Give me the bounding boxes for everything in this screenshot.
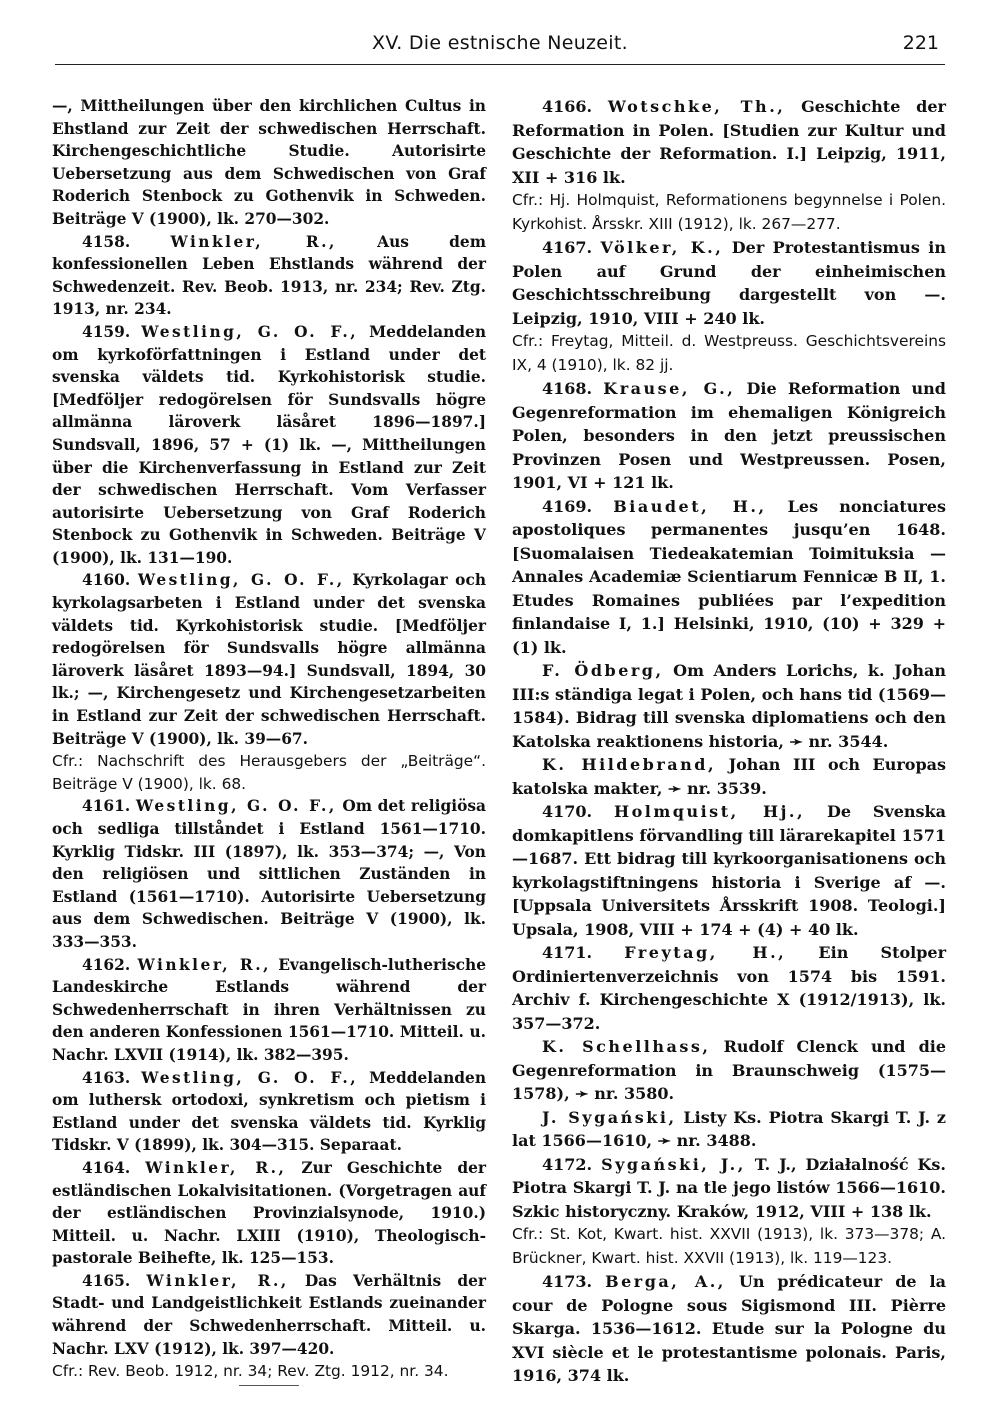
entry-author: Wotschke, Th.,	[607, 97, 786, 116]
entry-text: Evangelisch-lutherische Landeskirche Estlands während der Schwedenherrschaft in ihren Verhältnissen zu den anderen Konfessionen 1561—1710. Mitteil. u. Nachr. LXVII (1914), lk. 382—395.	[52, 955, 486, 1064]
entry-author: Westling, G. O. F.,	[141, 1068, 359, 1087]
entry-author: Krause, G.,	[603, 379, 736, 398]
cross-reference: Cfr.: St. Kot, Kwart. hist. XXVII (1913), lk. 373—378; A. Brückner, Kwart. hist. XXVII (1913), lk. 119—123.	[512, 1225, 946, 1267]
entry-author: Sygański, J.,	[601, 1154, 746, 1174]
entry-author: K. Hildebrand,	[542, 755, 717, 774]
bibliography-entry	[512, 1153, 946, 1224]
bibliography-entry	[52, 569, 486, 750]
entry-text: Zur Geschichte der estländischen Lokalvisitationen. (Vorgetragen auf der estländischen Provinzialsynode, 1910.) Mitteil. u. Nachr. LXIII (1910), Theologisch-pastorale Beihefte, lk. 125—153.	[52, 1158, 486, 1268]
entry-number: 4166.	[542, 97, 593, 116]
bibliography-entry	[512, 1035, 946, 1106]
entry-number: 4168.	[542, 379, 593, 398]
entry-author: Winkler, R.,	[145, 1158, 287, 1177]
bibliography-entry: —, Mittheilungen über den kirchlichen Cultus in Ehstland zur Zeit der schwedischen Herrschaft. Kirchengeschichtliche Studie. Autorisirte Uebersetzung aus dem Schwedischen von Graf Roderich Stenbock zu Gothenvik in Schweden. Beiträge V (1900), lk. 270—302.	[52, 97, 486, 228]
entry-text: Meddelanden om luthersk ortodoxi, synkretism och pietism i Estland under det svenska väldets tid. Kyrklig Tidskr. V (1899), lk. 304—315. Separaat.	[52, 1068, 487, 1155]
entry-text: Kyrkolagar och kyrkolagsarbeten i Estland under det svenska väldets tid. Kyrkohistorisk studie. [Medföljer redogörelsen för Sundsvalls högre allmänna läroverk läsåret 1893—94.] Sundsvall, 1894, 30 lk.; —, Kirchengesetz und Kirchengesetzarbeiten in Estland zur Zeit der schwedischen Herrschaft. Beiträge V (1900), lk. 39—67.	[52, 571, 487, 748]
entry-number: 4167.	[542, 238, 593, 257]
entry-number: 4169.	[542, 496, 593, 516]
entry-author: Biaudet, H.,	[613, 496, 767, 516]
bibliography-entry	[52, 954, 486, 1067]
entry-author: Freytag, H.,	[624, 943, 787, 962]
entry-number: 4163.	[82, 1068, 131, 1087]
entry-number: 4164.	[82, 1158, 131, 1177]
entry-text: Die Reformation und Gegenreformation im ehemaligen Königreich Polen, besonders in den jetzt preussischen Provinzen Posen und Westpreussen. Posen, 1901, VI + 121 lk.	[512, 379, 946, 492]
entry-number: 4159.	[82, 322, 131, 341]
entry-text: De Svenska domkapitlens förvandling till lärarekapitel 1571—1687. Ett bidrag till kyrkoorganisationens och kyrkolagstiftningens historia i Sverige af —. [Uppsala Universitets Årsskrift 1908. Teologi.] Upsala, 1908, VIII + 174 + (4) + 40 lk.	[512, 802, 947, 939]
bibliography-entry	[52, 1157, 486, 1270]
entry-author: J. Sygański,	[542, 1107, 677, 1127]
entry-text: Rudolf Clenck und die Gegenreformation in Braunschweig (1575—1578), ➛ nr. 3580.	[512, 1037, 947, 1103]
entry-author: Völker, K.,	[600, 238, 724, 257]
bibliography-entry	[512, 659, 946, 753]
entry-text: Aus dem konfessionellen Leben Ehstlands während der Schwedenzeit. Rev. Beob. 1913, nr. 234; Rev. Ztg. 1913, nr. 234.	[52, 232, 486, 319]
end-rule	[239, 1385, 299, 1386]
bibliography-entry	[52, 1270, 486, 1360]
entry-author: Westling, G. O. F.,	[135, 797, 337, 816]
bibliography-entry	[512, 495, 946, 660]
bibliography-entry	[512, 95, 946, 189]
right-column	[512, 95, 946, 1388]
page-header	[55, 28, 945, 65]
entry-author: Winkler, R.,	[137, 955, 271, 974]
entry-author: Holmquist, Hj.,	[613, 802, 806, 821]
cross-reference: Cfr.: Hj. Holmquist, Reformationens begynnelse i Polen. Kyrkohist. Årsskr. XIII (1912), lk. 267—277.	[512, 191, 946, 233]
entry-author: K. Schellhass,	[542, 1037, 711, 1056]
bibliography-entry	[512, 800, 946, 941]
entry-text: Das Verhältnis der Stadt- und Landgeistlichkeit Estlands zueinander während der Schwedenherrschaft. Mitteil. u. Nachr. LXV (1912), lk. 397—420.	[52, 1271, 486, 1358]
entry-number: 4158.	[82, 232, 131, 251]
entry-number: 4160.	[82, 571, 131, 590]
entry-number: 4173.	[542, 1272, 593, 1291]
running-title: XV. Die estnische Neuzeit.	[372, 32, 628, 54]
bibliography-entry	[52, 1067, 486, 1157]
cross-reference: Cfr.: Nachschrift des Herausgebers der „Beiträge“. Beiträge V (1900), lk. 68.	[52, 752, 486, 793]
entry-text: Listy Ks. Piotra Skargi T. J. z lat 1566—1610, ➛ nr. 3488.	[512, 1107, 947, 1150]
entry-number: 4162.	[82, 955, 131, 974]
bibliography-entry	[512, 1106, 946, 1153]
bibliography-entry	[512, 236, 946, 330]
entry-author: Westling, G. O. F.,	[137, 571, 345, 590]
entry-text: Om det religiösa och sedliga tillståndet i Estland 1561—1710. Kyrklig Tidskr. III (1897), lk. 353—374; —, Von den religiösen und sittlichen Zuständen in Estland (1561—1710). Autorisirte Uebersetzung aus dem Schwedischen. Beiträge V (1900), lk. 333—353.	[52, 797, 487, 951]
entry-number: 4161.	[82, 797, 131, 816]
entry-text: Un prédicateur de la cour de Pologne sous Sigismond III. Pièrre Skarga. 1536—1612. Etude sur la Pologne du XVI siècle et le protestantisme polonais. Paris, 1916, 374 lk.	[512, 1272, 947, 1385]
entry-number: 4172.	[542, 1154, 593, 1174]
entry-author: Westling, G. O. F.,	[141, 322, 359, 341]
bibliography-entry	[512, 753, 946, 800]
cross-reference: Cfr.: Freytag, Mitteil. d. Westpreuss. Geschichtsvereins IX, 4 (1910), lk. 82 jj.	[512, 332, 946, 374]
cross-reference: Cfr.: Rev. Beob. 1912, nr. 34; Rev. Ztg. 1912, nr. 34.	[52, 1362, 449, 1381]
bibliography-entry	[512, 1270, 946, 1388]
entry-text: Meddelanden om kyrkoförfattningen i Estland under det svenska väldets tid. Kyrkohistorisk studie. [Medföljer redogörelsen för Sundsvalls högre allmänna läroverk läsåret 1896—1897.] Sundsvall, 1896, 57 + (1) lk. —, Mittheilungen über die Kirchenverfassung in Estland zur Zeit der schwedischen Herrschaft. Vom Verfasser autorisirte Uebersetzung von Graf Roderich Stenbock zu Gothenvik in Schweden. Beiträge V (1900), lk. 131—190.	[52, 322, 487, 567]
entry-author: Berga, A.,	[605, 1272, 726, 1291]
entry-author: Winkler, R.,	[146, 1271, 289, 1290]
entry-author: Winkler, R.,	[170, 232, 337, 251]
entry-number: 4165.	[82, 1271, 131, 1290]
bibliography-entry	[512, 377, 946, 495]
bibliography-entry	[512, 941, 946, 1035]
entry-text: Johan III och Europas katolska makter, ➛ nr. 3539.	[512, 755, 947, 798]
page-number: 221	[902, 32, 939, 54]
entry-text: Geschichte der Reformation in Polen. [Studien zur Kultur und Geschichte der Reformation. I.] Leipzig, 1911, XII + 316 lk.	[512, 97, 946, 187]
entry-text: Ein Stolper Ordiniertenverzeichnis von 1574 bis 1591. Archiv f. Kirchengeschichte X (1912/1913), lk. 357—372.	[512, 943, 946, 1033]
left-column	[52, 95, 486, 1386]
entry-text: Les nonciatures apostoliques permanentes jusqu’en 1648. [Suomalaisen Tiedeakatemian Toimituksia — Annales Academiæ Scientiarum Fennicæ B II, 1. Etudes Romaines publiées par l’expedition finlandaise I, 1.] Helsinki, 1910, (10) + 329 + (1) lk.	[512, 496, 946, 657]
entry-number: 4171.	[542, 943, 593, 962]
entry-text: Der Protestantismus in Polen auf Grund der einheimischen Geschichtsschreibung dargestellt von —. Leipzig, 1910, VIII + 240 lk.	[512, 238, 946, 328]
bibliography-entry	[52, 321, 486, 570]
bibliography-entry	[52, 231, 486, 321]
entry-text: T. J., Działalność Ks. Piotra Skargi T. J. na tle jego listów 1566—1610. Szkic historyczny. Kraków, 1912, VIII + 138 lk.	[512, 1154, 946, 1221]
entry-number: 4170.	[542, 802, 593, 821]
bibliography-entry	[52, 795, 486, 953]
entry-author: F. Ödberg,	[542, 661, 664, 680]
entry-text: Om Anders Lorichs, k. Johan III:s ständiga legat i Polen, och hans tid (1569—1584). Bidrag till svenska diplomatiens och den Katolska reaktionens historia, ➛ nr. 3544.	[512, 661, 946, 751]
